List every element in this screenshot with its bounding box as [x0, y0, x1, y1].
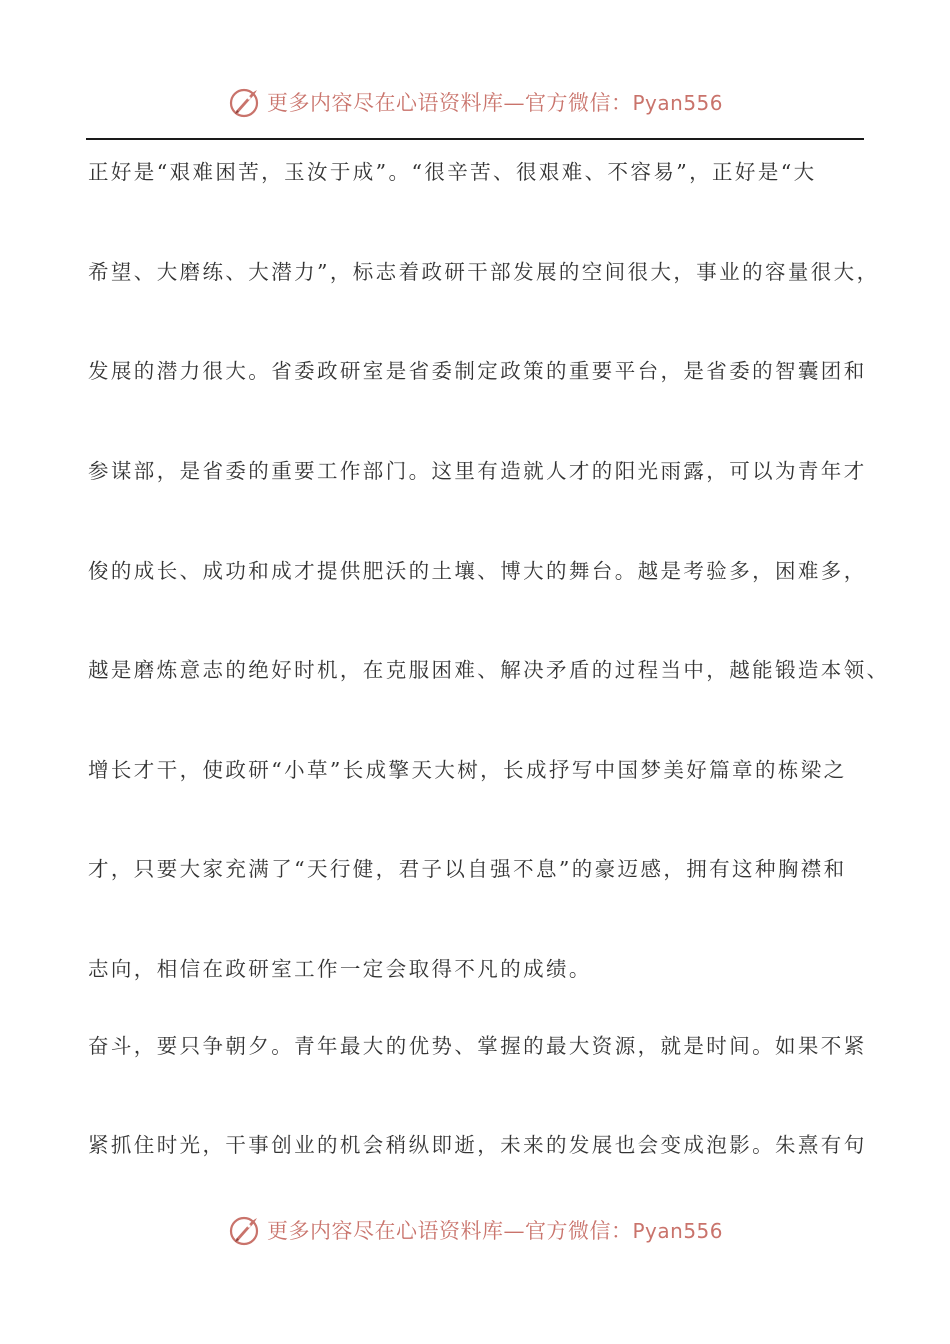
- body-line: 紧抓住时光，干事创业的机会稍纵即逝，未来的发展也会变成泡影。朱熹有句: [88, 1133, 867, 1157]
- wechat-id: Pyan556: [632, 1219, 723, 1243]
- body-line: 希望、大磨练、大潜力”，标志着政研干部发展的空间很大，事业的容量很大，: [88, 260, 880, 284]
- body-line: 正好是“艰难困苦，玉汝于成”。“很辛苦、很艰难、不容易”，正好是“大: [88, 160, 817, 184]
- body-line: 参谋部，是省委的重要工作部门。这里有造就人才的阳光雨露，可以为青年才: [88, 459, 867, 483]
- footer-banner-text: 更多内容尽在心语资料库—官方微信：Pyan556: [266, 1219, 723, 1243]
- header-banner-text: 更多内容尽在心语资料库—官方微信：Pyan556: [266, 91, 723, 115]
- header-banner: [0, 80, 950, 124]
- fountain-pen-logo-icon: [227, 1212, 263, 1248]
- body-line: 俊的成长、成功和成才提供肥沃的土壤、博大的舞台。越是考验多，困难多，: [88, 559, 867, 583]
- body-line: 发展的潜力很大。省委政研室是省委制定政策的重要平台，是省委的智囊团和: [88, 359, 867, 383]
- fountain-pen-logo-icon: [227, 84, 263, 120]
- body-line: 才，只要大家充满了“天行健，君子以自强不息”的豪迈感，拥有这种胸襟和: [88, 857, 847, 881]
- body-line: 志向，相信在政研室工作一定会取得不凡的成绩。: [88, 957, 592, 981]
- body-line: 增长才干，使政研“小草”长成擎天大树，长成抒写中国梦美好篇章的栋梁之: [88, 758, 847, 782]
- wechat-id: Pyan556: [632, 91, 723, 115]
- footer-banner: [0, 1208, 950, 1252]
- body-line: 奋斗，要只争朝夕。青年最大的优势、掌握的最大资源，就是时间。如果不紧: [88, 1034, 867, 1058]
- header-divider: [86, 138, 864, 140]
- body-line: 越是磨炼意志的绝好时机，在克服困难、解决矛盾的过程当中，越能锻造本领、: [88, 658, 890, 682]
